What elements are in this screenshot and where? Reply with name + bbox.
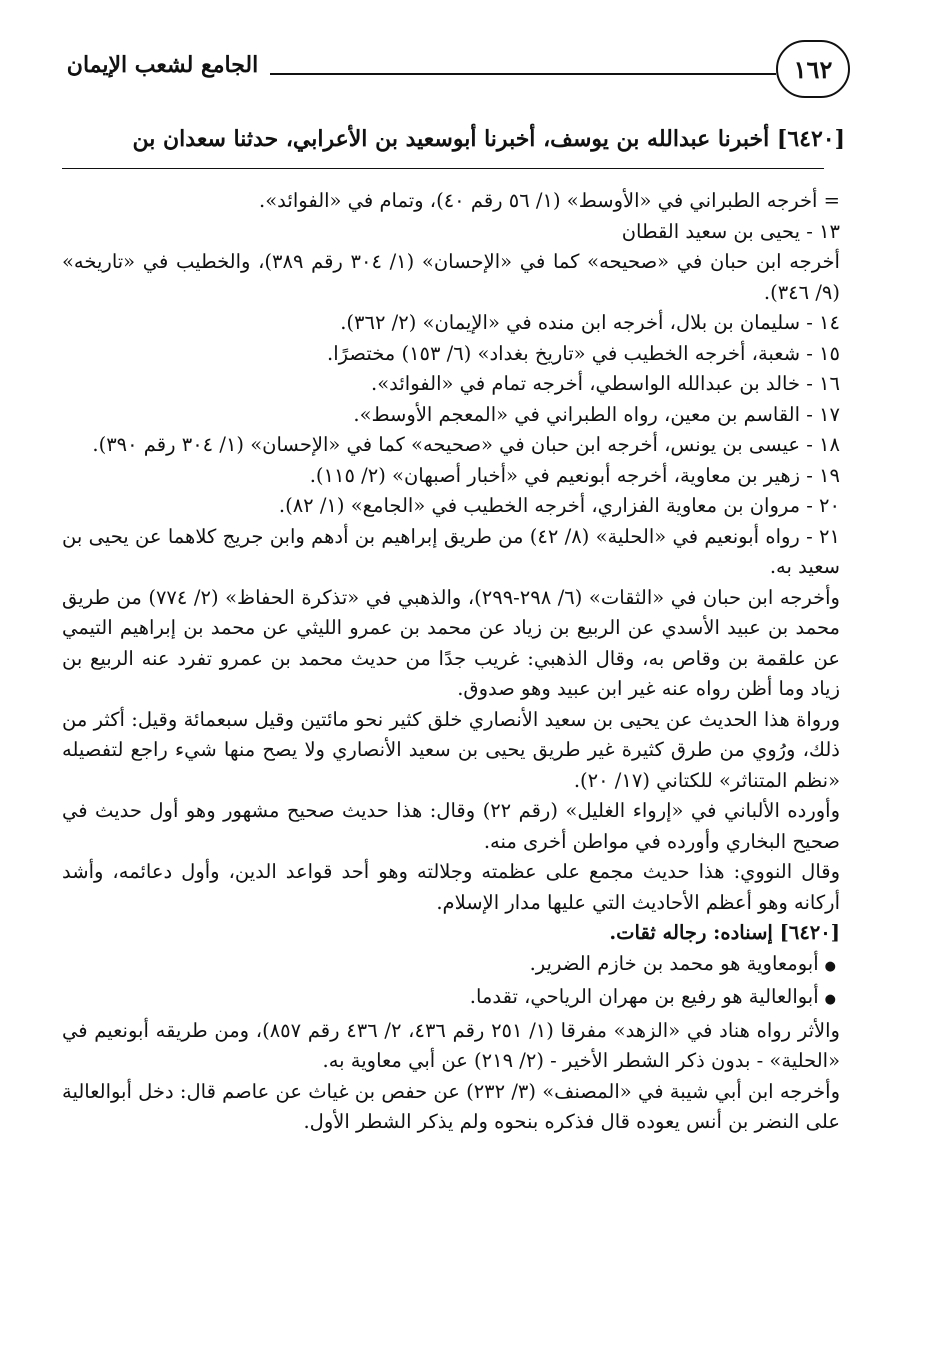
footnote-separator <box>62 168 824 169</box>
footnotes <box>62 186 840 1138</box>
book-title: الجامع لشعب الإيمان <box>66 52 259 78</box>
footnote-paragraph: ١٨ - عيسى بن يونس، أخرجه ابن حبان في «صحيحه» كما في «الإحسان» (١/ ٣٠٤ رقم ٣٩٠). <box>92 433 840 456</box>
page-header <box>60 40 850 110</box>
footnote-paragraph: ١٥ - شعبة، أخرجه الخطيب في «تاريخ بغداد» (٦/ ١٥٣) مختصرًا. <box>327 341 840 365</box>
isnad-bullet: ● أبومعاوية هو محمد بن خازم الضرير. <box>62 949 840 983</box>
footnote-paragraph: ١٤ - سليمان بن بلال، أخرجه ابن منده في «الإيمان» (٢/ ٣٦٢). <box>340 311 840 334</box>
isnad-bullet: ● أبوالعالية هو رفيع بن مهران الرياحي، تقدما. <box>62 982 840 1016</box>
isnad-paragraph: والأثر رواه هناد في «الزهد» مفرقا (١/ ٢٥١ رقم ٤٣٦، ٢/ ٤٣٦ رقم ٨٥٧)، ومن طريقه أبونعيم في «الحلية» - بدون ذكر الشطر الأخير - (٢/ ٢١٩) عن أبي معاوية به. <box>62 1018 840 1072</box>
main-hadith-text: [٦٤٢٠] أخبرنا عبدالله بن يوسف، أخبرنا أبوسعيد بن الأعرابي، حدثنا سعدان بن <box>132 126 845 152</box>
footnote-paragraph: ورواة هذا الحديث عن يحيى بن سعيد الأنصاري خلق كثير نحو مائتين وقيل سبعمائة وقيل: أكثر من ذلك، ورُوي من طرق كثيرة غير طريق يحيى بن سعيد الأنصاري ولا يصح منها شيء راجع لتفصيله «نظم المتناثر» للكتاني (١٧/ ٢٠). <box>62 707 840 792</box>
isnad-heading: [٦٤٢٠] إسناده: رجاله ثقات. <box>609 921 840 944</box>
footnote-paragraph: وأورده الألباني في «إرواء الغليل» (رقم ٢٢) وقال: هذا حديث صحيح مشهور وهو أول حديث في صحيح البخاري وأورده في مواطن أخرى منه. <box>62 799 840 853</box>
footnote-paragraph: ١٩ - زهير بن معاوية، أخرجه أبونعيم في «أخبار أصبهان» (٢/ ١١٥). <box>309 463 840 487</box>
footnote-paragraph: وأخرجه ابن حبان في «الثقات» (٦/ ٢٩٨-٢٩٩)، والذهبي في «تذكرة الحفاظ» (٢/ ٧٧٤) من طريق محمد بن عبيد الأسدي عن الربيع بن زياد عن محمد بن عمرو الليثي عن محمد بن إبراهيم التيمي عن علقمة بن وقاص به، وقال الذهبي: غريب جدًا من حديث محمد بن عمرو تفرد عنه الربيع بن زياد وما أظن رواه عنه غير ابن عبيد وهو صدوق. <box>62 585 840 700</box>
footnote-paragraph: ٢٠ - مروان بن معاوية الفزاري، أخرجه الخطيب في «الجامع» (١/ ٨٢). <box>278 494 840 517</box>
footnote-paragraph: ١٦ - خالد بن عبدالله الواسطي، أخرجه تمام في «الفوائد». <box>371 372 840 395</box>
footnote-paragraph: ١٧ - القاسم بن معين، رواه الطبراني في «المعجم الأوسط». <box>353 402 840 426</box>
footnote-paragraph: أخرجه ابن حبان في «صحيحه» كما في «الإحسان» (١/ ٣٠٤ رقم ٣٨٩)، والخطيب في «تاريخه» (٩/ ٣٤٦). <box>62 250 840 304</box>
header-rule <box>270 73 776 75</box>
footnote-paragraph: = أخرجه الطبراني في «الأوسط» (١/ ٥٦ رقم ٤٠)، وتمام في «الفوائد». <box>259 189 840 212</box>
isnad-paragraph: وأخرجه ابن أبي شيبة في «المصنف» (٣/ ٢٣٢) عن حفص بن غياث عن عاصم قال: دخل أبوالعالية على النضر بن أنس يعوده قال فذكره بنحوه ولم يذكر الشطر الأول. <box>62 1079 840 1133</box>
footnote-paragraph: ١٣ - يحيى بن سعيد القطان <box>621 219 840 243</box>
page-number: ١٦٢ <box>776 40 850 98</box>
footnote-paragraph: ٢١ - رواه أبونعيم في «الحلية» (٨/ ٤٢) من طريق إبراهيم بن أدهم وابن جريج كلاهما عن يحيى بن سعيد به. <box>62 524 840 578</box>
footnote-paragraph: وقال النووي: هذا حديث مجمع على عظمته وجلالته وهو أحد قواعد الدين، وأول دعائمه، وأشد أركانه وهو أعظم الأحاديث التي عليها مدار الإسلام. <box>62 860 840 914</box>
